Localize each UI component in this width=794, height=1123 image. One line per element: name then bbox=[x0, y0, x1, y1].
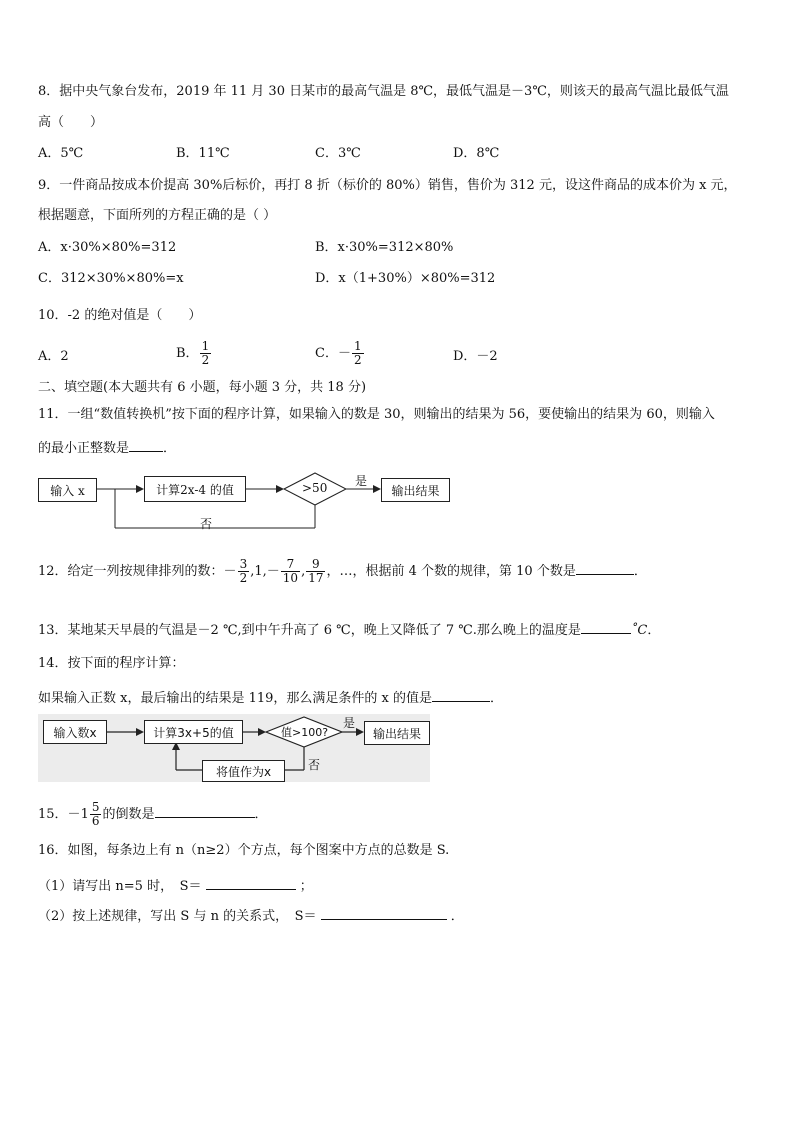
q9-option-b: B．x·30%=312×80% bbox=[315, 240, 454, 255]
section-title: 二、填空题(本大题共有 6 小题，每小题 3 分，共 18 分) bbox=[38, 380, 367, 395]
fraction-numerator: 3 bbox=[239, 557, 248, 571]
q11-stem-text: 的最小正整数是 bbox=[38, 441, 130, 456]
q14-input-box bbox=[43, 720, 107, 744]
q14-loop-box bbox=[202, 760, 285, 782]
q16-part1-text: （1）请写出 n=5 时， S＝ bbox=[38, 879, 202, 894]
q16-stem: 16．如图，每条边上有 n（n≥2）个方点，每个图案中方点的总数是 S. bbox=[38, 843, 450, 858]
q16-part1 bbox=[38, 876, 313, 895]
q15-prefix: 15． bbox=[38, 807, 68, 822]
q14-flowchart bbox=[38, 714, 430, 782]
q13-answer-blank bbox=[581, 620, 631, 634]
q12-end: ． bbox=[633, 564, 647, 579]
q11-input-label: 输入 x bbox=[50, 483, 85, 498]
q9-option-d: D．x（1+30%）×80%=312 bbox=[315, 271, 496, 286]
q10-stem: 10．-2 的绝对值是（ ） bbox=[38, 308, 202, 323]
q11-stem-end: ． bbox=[163, 441, 177, 456]
fraction-numerator: 1 bbox=[353, 339, 362, 353]
q12-seq-3-sign: － bbox=[266, 564, 280, 579]
q12-seq-1-sign: － bbox=[223, 564, 237, 579]
q14-loop-label: 将值作为x bbox=[215, 764, 272, 779]
q15-stem bbox=[38, 798, 268, 832]
q10-option-b bbox=[176, 340, 212, 367]
fraction-denominator: 2 bbox=[201, 353, 210, 367]
q12-seq-3 bbox=[281, 558, 300, 585]
q11-stem-line2 bbox=[38, 438, 176, 457]
q14-no-label: 否 bbox=[308, 758, 321, 772]
q14-output-label: 输出结果 bbox=[372, 726, 421, 741]
q14-yes-label: 是 bbox=[343, 716, 356, 730]
fraction-numerator: 5 bbox=[91, 800, 100, 814]
q16-part1-blank bbox=[206, 876, 296, 890]
q9-option-c: C．312×30%×80%=x bbox=[38, 271, 184, 286]
q8-stem-line2: 高（ ） bbox=[38, 115, 104, 130]
q12-prefix: 12．给定一列按规律排列的数： bbox=[38, 564, 224, 579]
fraction-denominator: 6 bbox=[91, 814, 100, 828]
q15-suffix: 的倒数是 bbox=[102, 807, 155, 822]
q8-option-c: C．3℃ bbox=[315, 146, 361, 161]
q13-end: ． bbox=[647, 623, 661, 638]
q16-part2-end: ． bbox=[450, 909, 464, 924]
q10-option-b-fraction bbox=[200, 340, 212, 367]
q11-no-label: 否 bbox=[200, 517, 213, 531]
fraction-numerator: 7 bbox=[281, 558, 300, 572]
fraction-denominator: 2 bbox=[353, 353, 362, 367]
q15-answer-blank bbox=[155, 804, 255, 818]
q15-fraction bbox=[90, 801, 102, 828]
q16-part2-text: （2）按上述规律，写出 S 与 n 的关系式， S＝ bbox=[38, 909, 317, 924]
q14-answer-blank bbox=[432, 688, 490, 702]
q12-seq-1 bbox=[238, 558, 250, 585]
q10-option-c-fraction bbox=[352, 340, 364, 367]
fraction-denominator: 10 bbox=[282, 571, 299, 585]
q16-part2 bbox=[38, 906, 464, 925]
q14-stem-line1: 14．按下面的程序计算： bbox=[38, 656, 185, 671]
q12-seq-4 bbox=[306, 558, 325, 585]
q11-input-box bbox=[38, 478, 97, 502]
q13-text: 13．某地某天早晨的气温是－2 ℃,到中午升高了 6 ℃，晚上又降低了 7 ℃.那么晚上的温度是 bbox=[38, 623, 581, 638]
fraction-numerator: 1 bbox=[201, 339, 210, 353]
q11-flowchart bbox=[38, 470, 458, 532]
q12-suffix: ，…，根据前 4 个数的规律，第 10 个数是 bbox=[326, 564, 576, 579]
q14-condition-label: 值>100? bbox=[281, 726, 329, 739]
q9-option-a: A．x·30%×80%=312 bbox=[38, 240, 177, 255]
q14-input-label: 输入数x bbox=[53, 725, 97, 740]
q9-stem-line1: 9．一件商品按成本价提高 30%后标价，再打 8 折（标价的 80%）销售，售价为 312 元，设这件商品的成本价为 x 元， bbox=[38, 178, 737, 193]
fraction-denominator: 2 bbox=[239, 571, 248, 585]
q14-stem-line2 bbox=[38, 688, 503, 707]
q11-compute-label: 计算2x-4 的值 bbox=[156, 482, 234, 497]
fraction-denominator: 17 bbox=[308, 571, 324, 585]
q10-option-b-label: B． bbox=[176, 346, 199, 361]
q8-option-b: B．11℃ bbox=[176, 146, 230, 161]
q8-option-a: A．5℃ bbox=[38, 146, 84, 161]
q11-answer-blank bbox=[129, 438, 163, 452]
q11-condition-label: >50 bbox=[302, 481, 328, 495]
q16-part1-end: ； bbox=[299, 879, 313, 894]
q15-end: ． bbox=[254, 807, 268, 822]
q12-seq-2: 1 bbox=[254, 564, 263, 579]
q11-output-box bbox=[381, 478, 450, 502]
fraction-numerator: 9 bbox=[306, 558, 325, 572]
q15-whole: 1 bbox=[80, 807, 89, 822]
q13-stem bbox=[38, 620, 660, 639]
q10-option-d: D．－2 bbox=[453, 349, 498, 364]
q11-compute-box bbox=[144, 476, 246, 502]
q14-compute-label: 计算3x+5的值 bbox=[153, 725, 234, 740]
q11-yes-label: 是 bbox=[355, 474, 368, 488]
q14-end: ． bbox=[490, 691, 504, 706]
q9-stem-line2: 根据题意，下面所列的方程正确的是（ ） bbox=[38, 208, 277, 223]
q11-stem-line1: 11．一组“数值转换机”按下面的程序计算，如果输入的数是 30，则输出的结果为 56，要使输出的结果为 60，则输入 bbox=[38, 407, 715, 422]
q10-option-c bbox=[315, 340, 365, 367]
q12-answer-blank bbox=[576, 561, 634, 575]
q8-option-d: D．8℃ bbox=[453, 146, 500, 161]
q10-option-c-label: C．－ bbox=[315, 346, 351, 361]
q11-output-label: 输出结果 bbox=[391, 483, 440, 498]
q14-output-box bbox=[364, 721, 430, 745]
q10-option-a: A．2 bbox=[38, 349, 69, 364]
q13-unit: ˚C bbox=[630, 623, 648, 638]
q14-compute-box bbox=[144, 720, 243, 744]
q15-sign: － bbox=[67, 807, 81, 822]
q12-stem: 12．给定一列按规律排列的数：－ $\frac{3}{2}$ ,1,－ $\frac{7}{10}$ , $\frac{9}{17}$ ，…，根据前 4 个数的规律，第 10 个数是 ． bbox=[38, 557, 647, 585]
q8-stem-line1: 8．据中央气象台发布，2019 年 11 月 30 日某市的最高气温是 8℃，最低气温是－3℃，则该天的最高气温比最低气温 bbox=[38, 84, 729, 99]
q14-stem-text: 如果输入正数 x，最后输出的结果是 119，那么满足条件的 x 的值是 bbox=[38, 691, 433, 706]
q16-part2-blank bbox=[321, 906, 447, 920]
